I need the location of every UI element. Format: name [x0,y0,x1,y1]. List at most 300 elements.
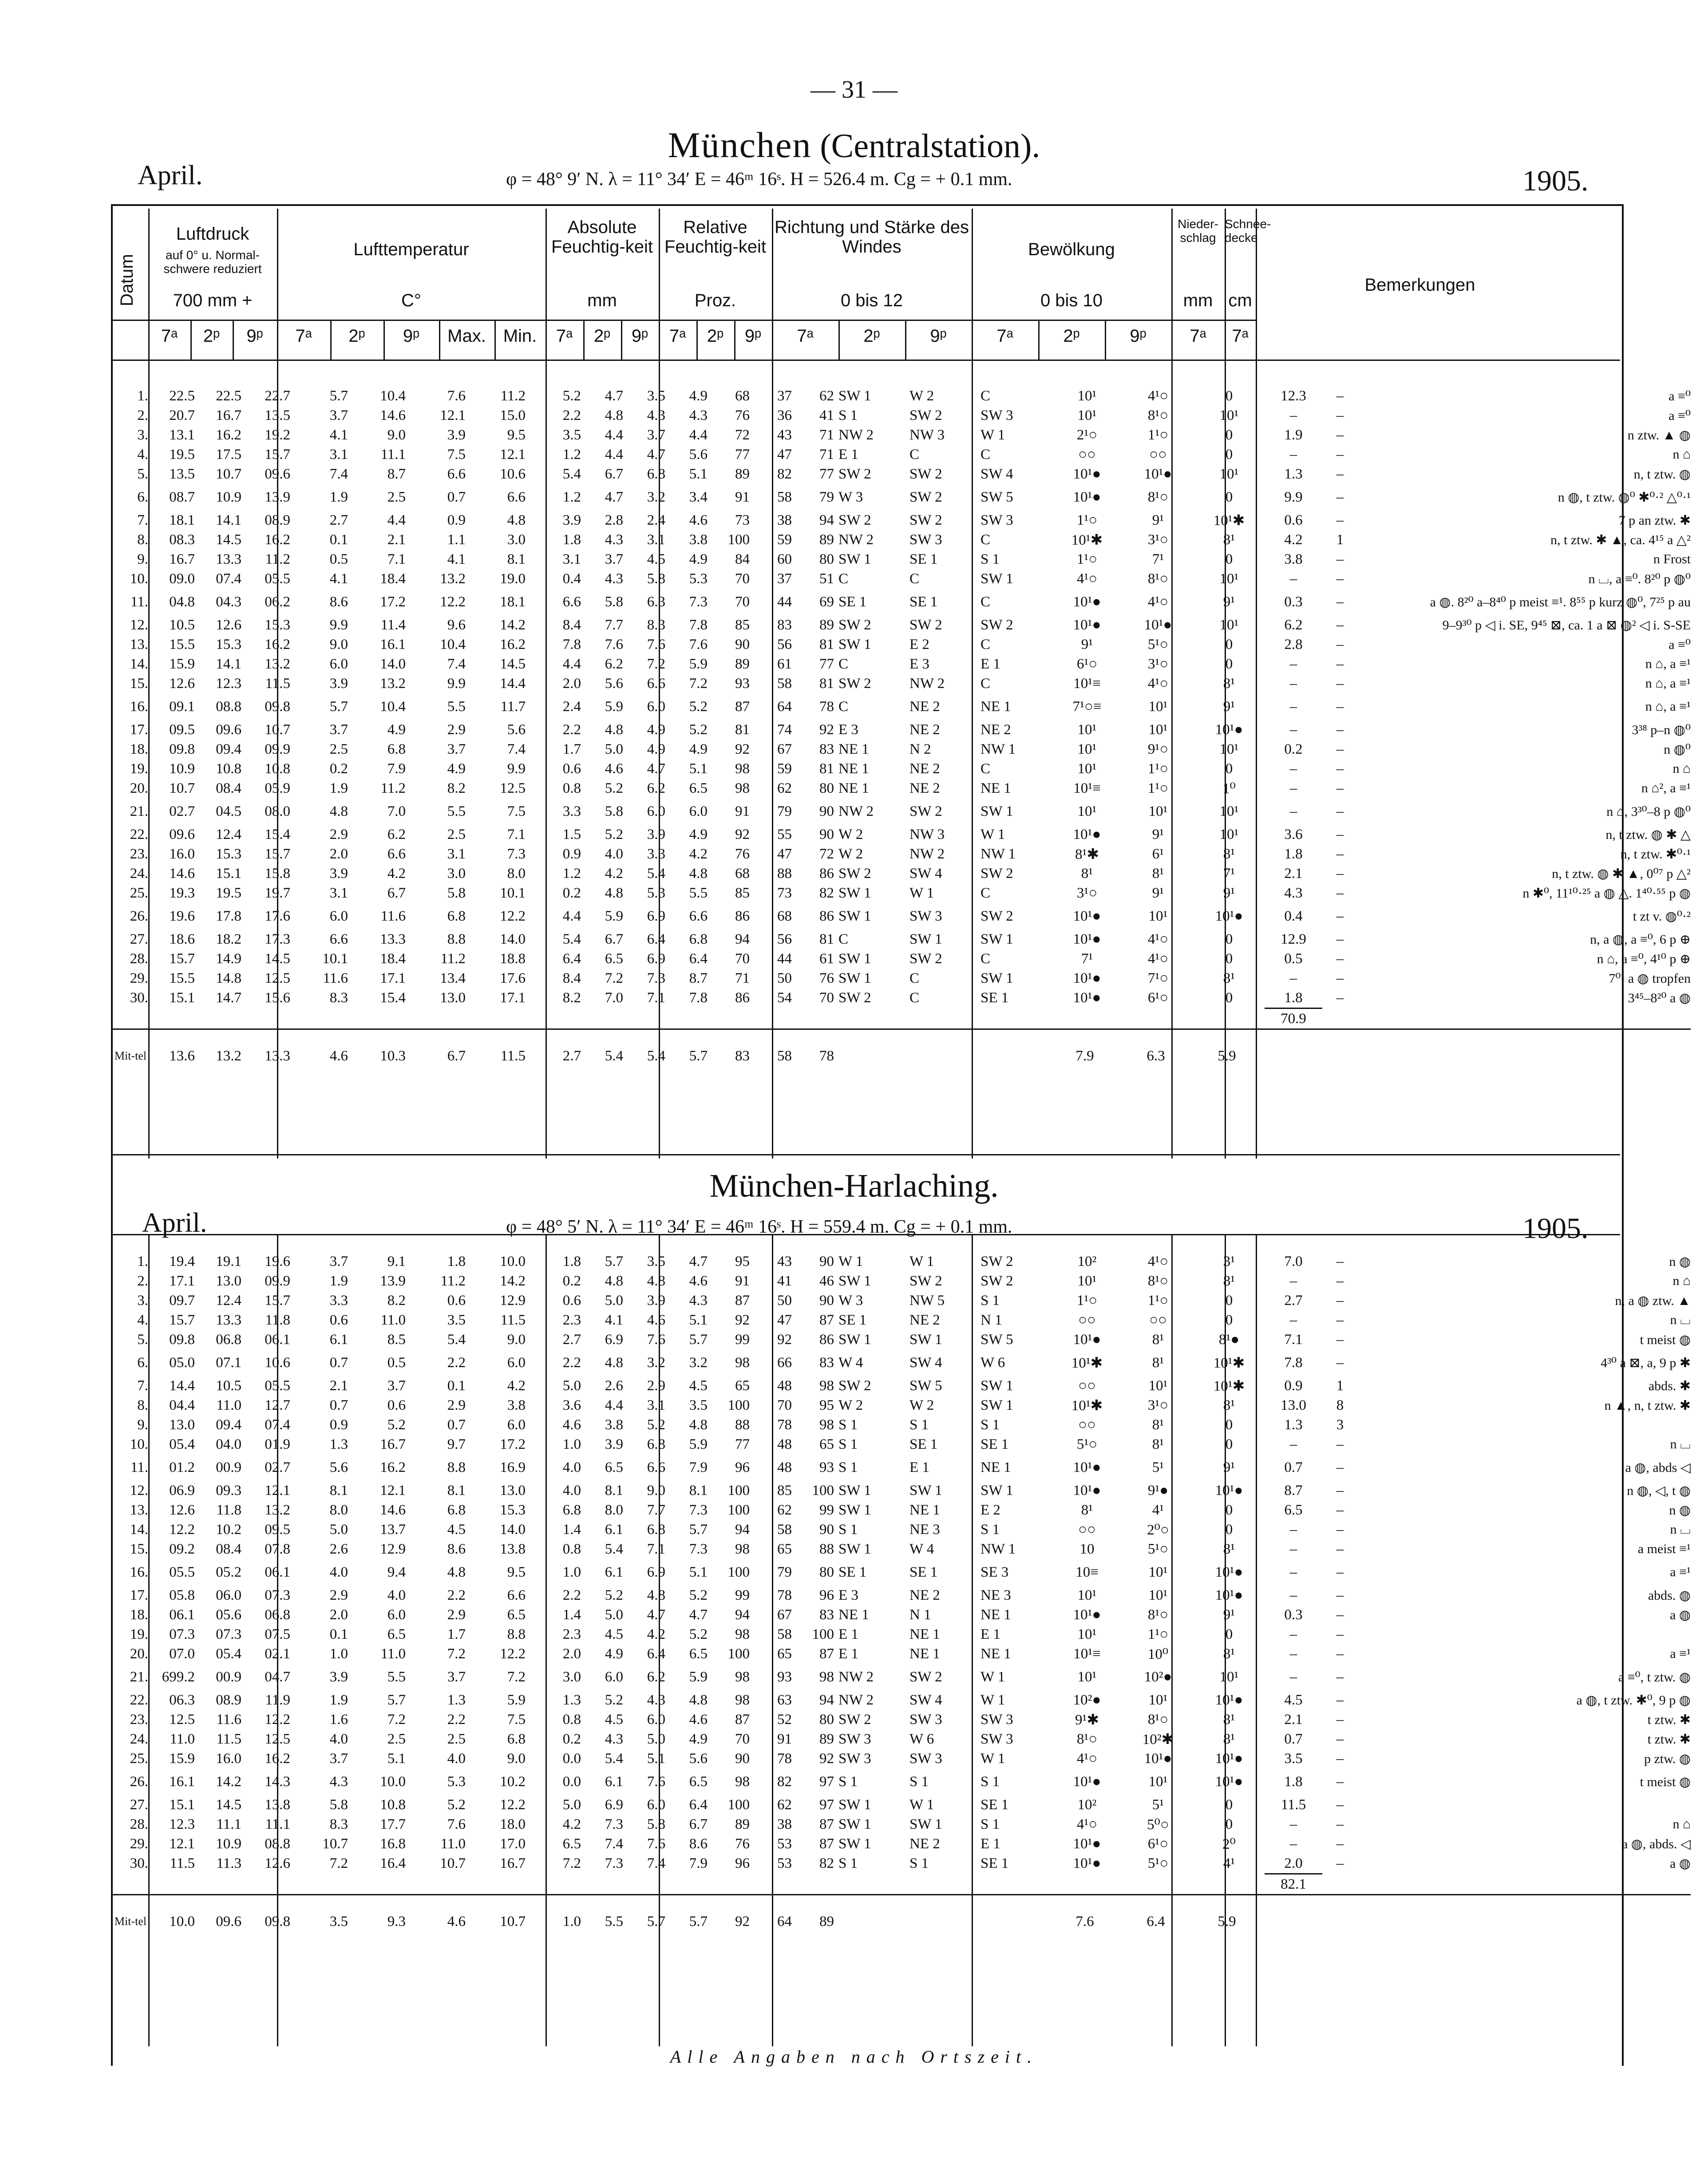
table-cell: 6.9 [647,908,665,924]
table-cell: 4.8 [329,803,348,819]
table-cell: 10¹● [1073,489,1101,505]
table-cell: 4.7 [605,388,623,404]
table-cell: 87 [819,1816,834,1832]
table-cell: 52 [777,1711,792,1728]
table-cell: S 1 [981,1521,1000,1538]
table-cell: S 1 [838,1436,858,1452]
table-cell: 3.9 [329,865,348,882]
table-cell: 5.9 [689,656,708,672]
table-cell: 5.0 [329,1521,348,1538]
table-cell: 10.7 [470,1895,530,1948]
table-cell: 13.2 [380,675,406,692]
table-cell: 48 [777,1436,792,1452]
table-cell: 3.7 [329,721,348,738]
station1-title-main: München [668,125,812,165]
table-cell: 3.5 [447,1312,466,1328]
table-cell: – [1336,865,1344,882]
table-cell: 4.3 [605,1731,623,1747]
table-cell: – [1289,1645,1297,1662]
table-cell: SW 2 [838,512,871,528]
table-cell: 8.5 [387,1331,406,1348]
table-cell: 14.7 [216,990,241,1006]
table-row [113,1690,1691,1710]
table-cell: 04.3 [216,593,241,610]
table-cell: NW 3 [909,427,945,443]
table-cell: 5.4 [562,466,581,482]
table-cell [199,1874,246,1895]
table-cell: 7. [137,1377,148,1394]
table-cell: 89 [735,466,750,482]
table-cell: NE 1 [838,760,869,777]
table-cell: 4.4 [605,1397,623,1413]
table-cell: 89 [735,1816,750,1832]
table-cell: 10¹ [1219,466,1239,482]
table-cell: 53 [777,1835,792,1852]
table-cell: 2.7 [329,512,348,528]
table-cell: – [1336,1436,1344,1452]
table-cell: 73 [735,512,750,528]
table-cell: 1.2 [562,865,581,882]
table-cell: 6.6 [647,675,665,692]
table-cell: 6.2 [387,826,406,842]
table-cell: SW 1 [838,1816,871,1832]
table-cell: n, t ztw. ✱ ▲, ca. 4¹⁵ a △² [1550,532,1691,547]
table-cell: 9.0 [507,1331,526,1348]
table-cell: 16.1 [380,636,406,652]
table-cell: 92 [712,1895,754,1948]
table-cell: – [1336,388,1344,404]
table-cell: 8.0 [605,1502,623,1518]
table-cell: 21. [130,1669,148,1685]
table-cell [113,1008,153,1029]
table-cell: 2.2 [562,721,581,738]
table-cell: W 1 [838,1253,863,1269]
table-cell: 3.8 [1284,551,1303,567]
table-cell: 2.4 [647,512,665,528]
table-cell: 11.5 [216,1731,241,1747]
table-cell: – [1289,698,1297,715]
table-cell [246,1874,295,1895]
table-cell: 87 [735,1711,750,1728]
table-cell: 4.6 [689,1273,708,1289]
table-cell: 06.3 [169,1692,195,1708]
table-cell: 6.6 [689,908,708,924]
table-cell: – [1336,466,1344,482]
table-cell: – [1336,970,1344,986]
table-cell: – [1289,1835,1297,1852]
table-cell: 100 [727,531,750,548]
table-row [113,969,1691,988]
table-cell [1052,1008,1123,1029]
table-cell: 98 [735,1626,750,1642]
table-cell: – [1336,446,1344,463]
table-cell: 15.3 [500,1502,526,1518]
table-cell: 80 [819,780,834,796]
table-cell: 5.2 [447,1796,466,1813]
table-cell: 62 [777,780,792,796]
table-cell: 2.2 [562,1587,581,1603]
grid-line [621,320,622,360]
table-cell: 6.2 [647,1669,665,1685]
table-cell: 15.1 [169,1796,195,1813]
table-cell: SE 3 [981,1564,1009,1580]
table-cell: 11.6 [380,908,406,924]
table-cell: 15.5 [169,636,195,652]
table-cell: 4.0 [605,846,623,862]
table-cell: 10.7 [322,1835,348,1852]
table-cell: – [1336,846,1344,862]
table-cell: 5.9 [1194,1895,1265,1948]
table-cell: 8.1 [447,1482,466,1499]
table-row [113,1271,1691,1291]
table-cell: 6.2 [1284,617,1303,633]
table-cell: SW 1 [838,1273,871,1289]
table-cell: 7.9 [1052,1029,1123,1083]
table-cell: 1.8 [447,1253,466,1269]
table-cell: 7.3 [689,1502,708,1518]
table-cell: 3.7 [605,551,623,567]
table-cell [796,1008,838,1029]
table-cell: 7.9 [689,1855,708,1872]
table-cell: 13.6 [153,1029,199,1083]
table-cell: 5¹○ [1147,1541,1169,1557]
header-sub-13: 2ᵖ [707,326,724,346]
table-cell [113,1874,153,1895]
table-cell: 6.6 [507,1587,526,1603]
table-cell: 4.9 [689,741,708,757]
table-cell: 14.6 [380,407,406,423]
table-cell: 6.5 [605,1459,623,1475]
table-cell: 38 [777,512,792,528]
table-cell: 4.8 [647,1587,665,1603]
table-cell: 4.8 [605,1354,623,1371]
table-cell: 15.9 [169,1750,195,1767]
table-cell: 10¹● [1073,1773,1101,1790]
table-cell: 7.6 [647,636,665,652]
table-cell: 18.0 [500,1816,526,1832]
table-cell [1322,1008,1358,1029]
table-cell: 93 [819,1459,834,1475]
header-sub-18: 7ᵃ [996,326,1013,346]
table-cell: 5.7 [670,1029,712,1083]
table-cell: 93 [735,675,750,692]
table-cell: 18.8 [500,950,526,967]
table-cell: 4.5 [689,1377,708,1394]
table-cell: 5.1 [689,1564,708,1580]
table-cell: – [1336,1669,1344,1685]
table-cell [909,1029,981,1083]
table-cell: 71 [819,446,834,463]
table-cell: 58 [754,1029,796,1083]
table-cell: 10¹● [1073,1835,1101,1852]
table-cell: 58 [777,489,792,505]
table-cell: 7.6 [647,1773,665,1790]
table-cell: 43 [777,427,792,443]
table-cell: 12.9 [500,1292,526,1309]
table-cell: 4.6 [295,1029,352,1083]
table-cell [754,1874,796,1895]
table-cell: 13.0 [169,1416,195,1433]
table-cell [1358,1874,1691,1895]
table-cell: – [1289,760,1297,777]
table-cell: 8.1 [689,1482,708,1499]
table-cell: 0 [1225,446,1233,463]
table-cell: 6.0 [647,803,665,819]
table-cell: 83 [819,741,834,757]
table-cell: abds. ✱ [1648,1378,1691,1393]
table-cell: 08.7 [169,489,195,505]
table-cell: n ⌂ [1672,761,1691,776]
table-cell: 3¹ [1223,1253,1235,1269]
table-cell: 0.5 [387,1354,406,1371]
table-cell: SW 5 [981,1331,1013,1348]
table-cell: 4.5 [1284,1692,1303,1708]
table-cell: 10¹ [1219,1669,1239,1685]
table-cell: NE 1 [838,1606,869,1623]
table-cell: 0.6 [562,1292,581,1309]
grid-line [972,209,973,373]
table-cell: 10¹ [1148,721,1168,738]
table-row [113,988,1691,1008]
table-cell: 2. [137,407,148,423]
table-row-total [113,1874,1691,1895]
table-cell: 90 [819,803,834,819]
table-cell: 13.3 [216,551,241,567]
grid-line [772,209,773,373]
table-cell: 97 [819,1796,834,1813]
table-cell: – [1336,1855,1344,1872]
table-cell: 14.6 [169,865,195,882]
table-cell: SW 1 [838,1541,871,1557]
table-cell: 16.7 [216,407,241,423]
table-cell: 81 [819,675,834,692]
header-lufttemp: Lufttemperatur [353,240,469,259]
table-cell: 0.2 [562,1273,581,1289]
table-row [113,1605,1691,1625]
table-cell: 0.8 [562,780,581,796]
table-cell: 15.7 [169,1312,195,1328]
table-cell: SW 2 [838,675,871,692]
table-cell: 12. [130,617,148,633]
table-cell: 15.3 [265,617,290,633]
table-cell: 6.1 [605,1564,623,1580]
table-cell [410,1008,470,1029]
header-rel-feucht: Relative Feuchtig-keit [664,217,766,257]
table-cell: a ≡⁰ [1668,408,1691,423]
table-cell: 4.9 [647,741,665,757]
table-cell: 6.6 [329,931,348,947]
header-schnee-unit: cm [1228,291,1252,310]
table-cell: 11.2 [500,388,526,404]
table-cell: 09.6 [216,721,241,738]
table-cell: 14.8 [216,970,241,986]
table-cell: – [1336,1354,1344,1371]
table-cell: ○○ [1078,1416,1096,1433]
table-cell: 82 [819,885,834,901]
precip-total: 70.9 [1265,1008,1322,1029]
table-cell: 5.5 [447,803,466,819]
table-cell: 0 [1225,1436,1233,1452]
table-row [113,1396,1691,1415]
table-cell [1265,1895,1322,1948]
table-cell: W 1 [981,826,1005,842]
table-row [113,1559,1691,1586]
table-cell: 11. [130,593,148,610]
table-cell: E 3 [838,721,858,738]
table-cell: SW 3 [838,1731,871,1747]
table-cell: W 3 [838,1292,863,1309]
table-cell: 07.1 [216,1354,241,1371]
table-cell: ○○ [1149,1312,1167,1328]
table-cell: 18.4 [380,950,406,967]
table-cell: n ⌂, 3³⁰–8 p ◍⁰ [1606,804,1691,819]
grid-line [696,320,698,360]
table-cell: 10¹ [1077,721,1097,738]
table-cell: 10¹ [1077,1587,1097,1603]
table-cell: 10≡ [1075,1564,1099,1580]
table-cell: W 1 [909,885,934,901]
header-sub-7: Max. [447,326,486,346]
table-cell: 78 [819,698,834,715]
table-cell: SW 4 [909,1354,942,1371]
table-cell: 10¹● [1215,1482,1243,1499]
header-sub-10: 2ᵖ [593,326,611,346]
table-cell: NE 2 [909,698,940,715]
table-cell: SW 1 [909,931,942,947]
table-cell: SW 2 [909,489,942,505]
table-row [113,1854,1691,1874]
table-cell: 10.4 [380,388,406,404]
table-cell: – [1336,427,1344,443]
table-cell: 8.0 [329,1502,348,1518]
table-cell: E 1 [981,1626,1000,1642]
table-cell: NE 1 [981,1606,1011,1623]
table-cell: S 1 [981,1773,1000,1790]
table-cell: 5.0 [647,1731,665,1747]
table-cell: NE 1 [909,1502,940,1518]
table-cell: 6¹ [1152,846,1164,862]
table-cell: 12.2 [500,1796,526,1813]
table-cell: 5¹ [1152,1796,1164,1813]
table-cell: 02.7 [265,1459,290,1475]
table-cell: 5¹○ [1076,1436,1098,1452]
table-cell: – [1336,1731,1344,1747]
station1-table [113,386,1691,1083]
table-cell: 0 [1225,656,1233,672]
table-cell: 10²● [1073,1692,1101,1708]
table-cell: 5.4 [628,1029,670,1083]
table-cell: 12.9 [1281,931,1306,947]
table-cell: SW 1 [838,1796,871,1813]
table-cell: 7.6 [1052,1895,1123,1948]
table-cell: 89 [819,617,834,633]
table-cell: 62 [819,388,834,404]
table-cell: 13.9 [380,1273,406,1289]
table-cell: – [1336,1502,1344,1518]
table-cell: 6.1 [605,1773,623,1790]
table-cell: 10² [1077,1796,1097,1813]
table-cell: 00.9 [216,1459,241,1475]
table-cell [1052,1874,1123,1895]
table-row [113,425,1691,445]
table-cell: 0.7 [1284,1731,1303,1747]
table-cell: 4.3 [647,407,665,423]
table-cell: 1.2 [562,446,581,463]
header-sub-17: 9ᵖ [930,326,947,346]
table-cell: 24. [130,865,148,882]
table-cell: 11.2 [440,950,466,967]
table-cell: 2.6 [329,1541,348,1557]
table-cell: 4¹○ [1076,1816,1098,1832]
table-cell: 13.9 [265,489,290,505]
table-cell: 16.4 [380,1855,406,1872]
table-cell: 8¹ [1223,1541,1235,1557]
table-cell: 1.1 [447,531,466,548]
table-cell: 17.6 [265,908,290,924]
table-cell: 05.4 [216,1645,241,1662]
table-cell: 10.0 [500,1253,526,1269]
table-cell: 7.0 [387,803,406,819]
table-cell: 43 [777,1253,792,1269]
table-cell: 18. [130,1606,148,1623]
table-cell: 7 p an ztw. ✱ [1618,513,1691,528]
table-cell: 3.3 [329,1292,348,1309]
table-cell: 13.7 [380,1521,406,1538]
table-cell: 7.6 [447,388,466,404]
table-cell: 6.8 [562,1502,581,1518]
table-cell [1265,1029,1322,1083]
table-cell: 51 [819,570,834,587]
table-cell: 9¹ [1223,698,1235,715]
table-cell: C [909,446,920,463]
table-cell: 10.3 [352,1029,410,1083]
table-cell: 4.9 [689,551,708,567]
table-cell: 5.4 [562,931,581,947]
table-cell: 4.4 [562,908,581,924]
table-cell: 78 [777,1587,792,1603]
table-cell [838,1874,909,1895]
table-cell: 5.0 [605,1606,623,1623]
station1-title [0,124,1708,166]
header-sub-14: 9ᵖ [744,326,762,346]
table-cell: 9.0 [387,427,406,443]
table-cell: 08.9 [216,1692,241,1708]
grid-line [1038,320,1040,360]
table-cell: 90 [735,636,750,652]
header-bemerkungen: Bemerkungen [1364,275,1475,295]
table-cell: 70 [819,990,834,1006]
table-cell: 3.0 [562,1669,581,1685]
table-cell: 0 [1225,1521,1233,1538]
table-cell: 10.8 [216,760,241,777]
table-cell: ○○ [1078,1312,1096,1328]
table-row [113,510,1691,530]
table-cell: 11.6 [216,1711,241,1728]
table-cell: 8¹○ [1147,1711,1169,1728]
table-cell: SW 2 [838,466,871,482]
table-cell: – [1336,1292,1344,1309]
table-cell: 6.7 [410,1029,470,1083]
table-cell: n, t ztw. ◍ ✱ △ [1605,827,1691,842]
table-cell: 2.2 [447,1711,466,1728]
table-cell: 16.2 [216,427,241,443]
table-cell: – [1289,780,1297,796]
table-cell: – [1336,1796,1344,1813]
table-cell: 8 [1336,1397,1344,1413]
table-row [113,1625,1691,1644]
table-cell: 0.7 [447,1416,466,1433]
table-cell: 1¹○ [1076,551,1098,567]
